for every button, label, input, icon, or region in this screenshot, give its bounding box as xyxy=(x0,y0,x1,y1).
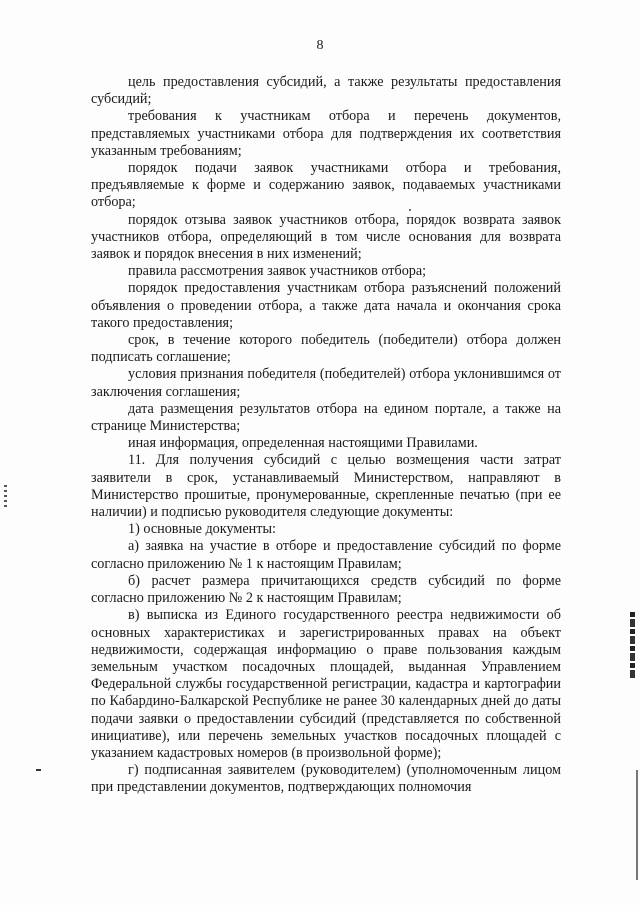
scan-speck xyxy=(409,209,411,211)
document-body xyxy=(91,74,561,797)
paragraph-subsidy-purpose: цель предоставления субсидий, а также результаты предоставления субсидий; xyxy=(91,74,561,108)
paragraph-item-a: а) заявка на участие в отборе и предоставление субсидий по форме согласно приложению № 1 к настоящим Правилам; xyxy=(91,538,561,572)
paragraph-item-v: в) выписка из Единого государственного реестра недвижимости об основных характеристиках и зарегистрированных правах на объект недвижимости, содержащая информацию о праве пользования каждым земельным участком посадочных площадей, выданная Управлением Федеральной службы государственной регистрации, кадастра и картографии по Кабардино-Балкарской Республике не ранее 30 календарных дней до даты подачи заявки о предоставлении субсидий (представляется по собственной инициативе), или перечень земельных участков посадочных площадей с указанием кадастровых номеров (в произвольной форме); xyxy=(91,607,561,761)
paragraph-evasion-conditions: условия признания победителя (победителей) отбора уклонившимся от заключения соглашения; xyxy=(91,366,561,400)
paragraph-item-b: б) расчет размера причитающихся средств субсидий по форме согласно приложению № 2 к настоящим Правилам; xyxy=(91,572,561,607)
paragraph-clarification-procedure: порядок предоставления участникам отбора разъяснений положений объявления о проведении отбора, а также дата начала и окончания срока такого предоставления; xyxy=(91,280,561,331)
paragraph-other-information: иная информация, определенная настоящими Правилами. xyxy=(128,435,478,452)
paragraph-participant-requirements: требования к участникам отбора и перечень документов, представляемых участниками отбора для подтверждения их соответствия указанным требованиям; xyxy=(91,108,561,159)
paragraph-application-withdrawal: порядок отзыва заявок участников отбора, порядок возврата заявок участников отбора, определяющий в том числе основания для возврата заявок и порядок внесения в них изменений; xyxy=(91,211,561,263)
paragraph-item-g: г) подписанная заявителем (руководителем) (уполномоченным лицом при представлении документов, подтверждающих полномочия xyxy=(91,762,561,796)
paragraph-agreement-deadline: срок, в течение которого победитель (победители) отбора должен подписать соглашение; xyxy=(91,332,561,366)
binding-hole-marks xyxy=(4,485,7,509)
paragraph-application-procedure: порядок подачи заявок участниками отбора и требования, предъявляемые к форме и содержанию заявок, подаваемых участниками отбора; xyxy=(91,160,561,211)
paragraph-review-rules: правила рассмотрения заявок участников отбора; xyxy=(128,263,427,280)
paragraph-main-documents: 1) основные документы: xyxy=(128,521,276,538)
page-edge-line xyxy=(636,770,638,880)
margin-dash-mark xyxy=(36,769,41,771)
paragraph-clause-11: 11. Для получения субсидий с целью возмещения части затрат заявители в срок, устанавливаемый Министерством, направляют в Министерство прошитые, пронумерованные, скрепленные печатью (при ее наличии) и подписью руководителя следующие документы: xyxy=(91,452,561,521)
paragraph-results-publication: дата размещения результатов отбора на едином портале, а также на странице Министерства; xyxy=(91,400,561,435)
edge-stamp-mark xyxy=(630,612,635,680)
page-number: 8 xyxy=(316,38,324,53)
